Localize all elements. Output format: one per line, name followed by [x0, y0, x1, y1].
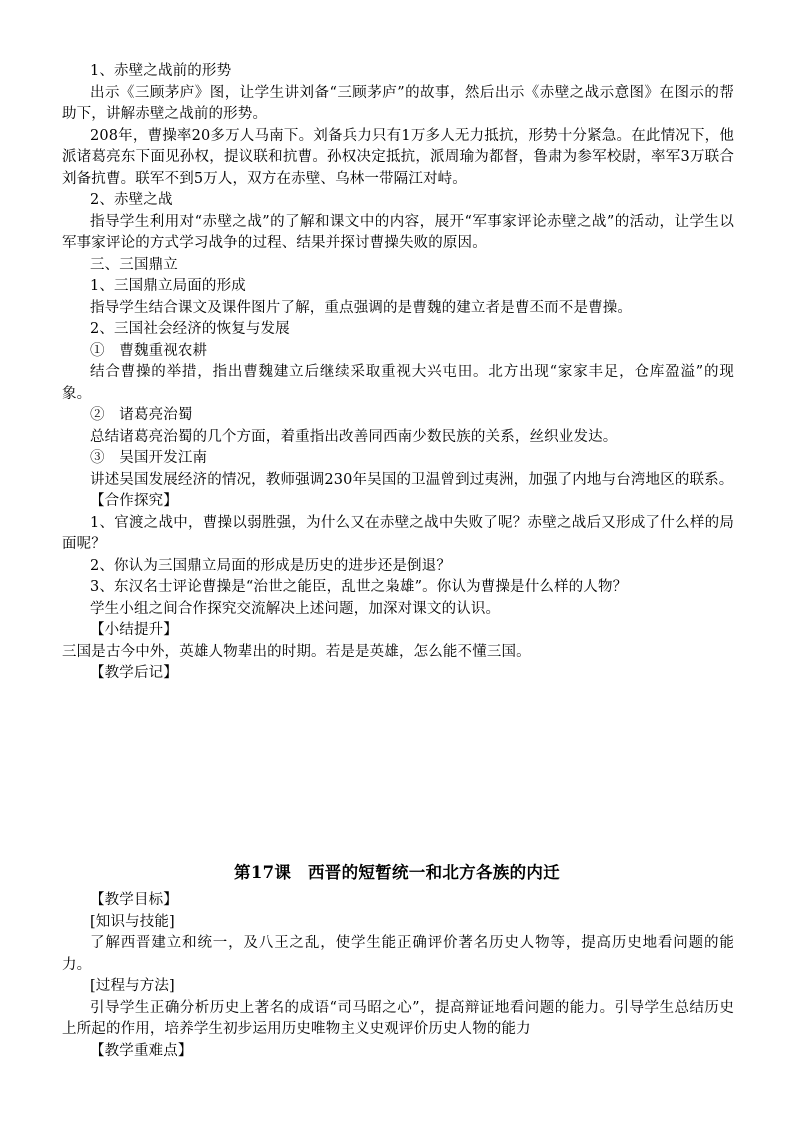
section-heading-three-kingdoms: 三、三国鼎立 [90, 256, 178, 273]
heading-summary: 【小结提升】 [90, 622, 178, 638]
paragraph: 指导学生结合课文及课件图片了解，重点强调的是曹魏的建立者是曹丕而不是曹操。 [90, 299, 633, 316]
list-item-shu: ② 诸葛亮治蜀 [90, 407, 193, 423]
heading-teaching-notes: 【教学后记】 [90, 665, 178, 681]
heading-key-difficulties: 【教学重难点】 [90, 1042, 193, 1059]
heading-cooperative-inquiry: 【合作探究】 [90, 493, 178, 509]
lesson-content-bottom [62, 890, 734, 1062]
paragraph: 了解西晋建立和统一，及八王之乱，使学生能正确评价著名历史人物等，提高历史地看问题的能力。 [62, 935, 734, 973]
question-3: 3、东汉名士评论曹操是“治世之能臣，乱世之枭雄”。你认为曹操是什么样的人物？ [90, 579, 628, 595]
paragraph-summary: 三国是古今中外，英雄人物辈出的时期。若是是英雄，怎么能不懂三国。 [62, 643, 531, 660]
heading-teaching-goals: 【教学目标】 [90, 892, 178, 908]
subheading-battle: 2、赤壁之战 [90, 192, 173, 208]
paragraph: 指导学生利用对“赤壁之战”的了解和课文中的内容，展开“军事家评论赤壁之战”的活动，让学生以军事家评论的方式学习战争的过程、结果并探讨曹操失败的原因。 [62, 213, 734, 251]
lesson-title: 第17课 西晋的短暂统一和北方各族的内迁 [234, 863, 560, 882]
subheading-formation: 1、三国鼎立局面的形成 [90, 278, 246, 294]
question-1: 1、官渡之战中，曹操以弱胜强，为什么又在赤壁之战中失败了呢？赤壁之战后又形成了什么样的局面呢？ [62, 514, 734, 552]
subheading-knowledge-skills: [知识与技能] [90, 913, 175, 930]
paragraph: 总结诸葛亮治蜀的几个方面，着重指出改善同西南少数民族的关系，丝织业发达。 [90, 428, 618, 445]
question-2: 2、你认为三国鼎立局面的形成是历史的进步还是倒退？ [90, 557, 451, 574]
paragraph: 讲述吴国发展经济的情况，教师强调230年吴国的卫温曾到过夷洲，加强了内地与台湾地区的联系。 [90, 471, 734, 488]
paragraph: 208年，曹操率20多万人马南下。刘备兵力只有1万多人无力抵抗，形势十分紧急。在此情况下，他派诸葛亮东下面见孙权，提议联和抗曹。孙权决定抵抗，派周瑜为都督，鲁肃为参军校尉，率军3万联合刘备抗曹。联军不到5万人，双方在赤壁、乌林一带隔江对峙。 [62, 127, 734, 187]
lesson-content-top [62, 61, 734, 685]
paragraph: 学生小组之间合作探究交流解决上述问题，加深对课文的认识。 [90, 600, 501, 617]
paragraph: 引导学生正确分析历史上著名的成语“司马昭之心”，提高辩证地看问题的能力。引导学生总结历史上所起的作用，培养学生初步运用历史唯物主义史观评价历史人物的能力 [62, 999, 734, 1037]
paragraph: 结合曹操的举措，指出曹魏建立后继续采取重视大兴屯田。北方出现“家家丰足，仓库盈溢”的现象。 [62, 364, 734, 402]
subheading-before-battle: 1、赤壁之战前的形势 [90, 63, 232, 79]
paragraph: 出示《三顾茅庐》图，让学生讲刘备“三顾茅庐”的故事，然后出示《赤壁之战示意图》在图示的帮助下，讲解赤壁之战前的形势。 [62, 84, 734, 122]
subheading-process-method: [过程与方法] [90, 978, 175, 994]
subheading-economy: 2、三国社会经济的恢复与发展 [90, 321, 290, 337]
list-item-wu: ③ 吴国开发江南 [90, 450, 208, 466]
list-item-wei: ① 曹魏重视农耕 [90, 342, 208, 359]
